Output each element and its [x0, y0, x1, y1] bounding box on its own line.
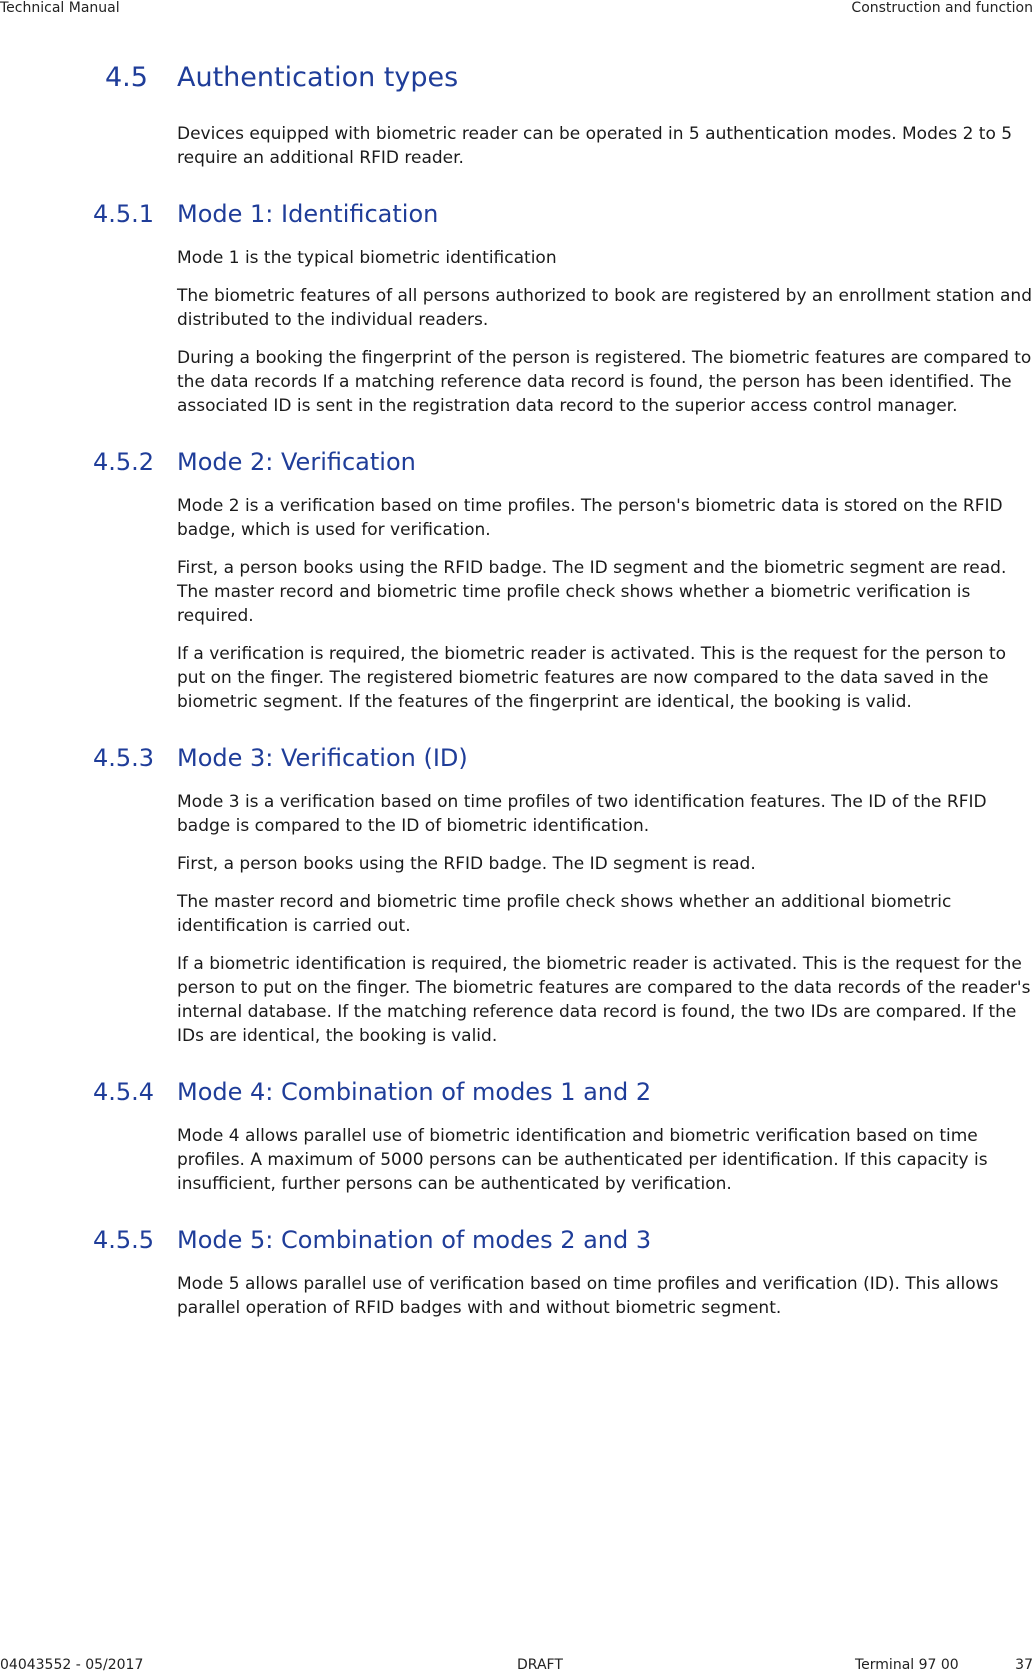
subsection-number: 4.5.2	[93, 448, 155, 476]
subsection-number: 4.5.5	[93, 1226, 155, 1254]
page-number: 37	[1015, 1657, 1033, 1673]
subsection-title: Mode 4: Combination of modes 1 and 2	[177, 1078, 652, 1106]
section-intro: Devices equipped with biometric reader can be operated in 5 authentication modes. Modes 2 to 5 require an additional RFID reader.	[177, 124, 1013, 168]
paragraph: If a biometric identification is required, the biometric reader is activated. This is the request for the person to put on the finger. The biometric features are compared to the data records of the reader's internal database. If the matching reference data record is found, the two IDs are compared. If the IDs are identical, the booking is valid.	[177, 954, 1031, 1046]
footer-document-number: 04043552 - 05/2017	[0, 1657, 144, 1673]
paragraph: First, a person books using the RFID badge. The ID segment is read.	[177, 854, 756, 874]
subsection-title: Mode 2: Verification	[177, 448, 416, 476]
header-document-type: Technical Manual	[0, 0, 120, 16]
subsection-number: 4.5.1	[93, 200, 155, 228]
section-heading	[0, 62, 1033, 102]
subsection-number: 4.5.4	[93, 1078, 155, 1106]
paragraph: Mode 4 allows parallel use of biometric identification and biometric verification based on time profiles. A maximum of 5000 persons can be authenticated per identification. If this capacity is insufficient, further persons can be authenticated by verification.	[177, 1126, 988, 1194]
page-content	[0, 62, 1033, 1334]
subsection-title: Mode 5: Combination of modes 2 and 3	[177, 1226, 652, 1254]
paragraph: Mode 3 is a verification based on time profiles of two identification features. The ID of the RFID badge is compared to the ID of biometric identification.	[177, 792, 987, 836]
subsection-mode-5	[0, 1226, 1033, 1320]
header-chapter-title: Construction and function	[851, 0, 1033, 16]
subsection-mode-1	[0, 200, 1033, 418]
footer-product: Terminal 97 00	[855, 1657, 959, 1673]
section-title: Authentication types	[177, 62, 459, 93]
subsection-heading	[0, 200, 1033, 234]
running-footer	[0, 1657, 1033, 1677]
subsection-mode-3	[0, 744, 1033, 1048]
paragraph: The biometric features of all persons authorized to book are registered by an enrollment station and distributed to the individual readers.	[177, 286, 1032, 330]
subsection-title: Mode 1: Identification	[177, 200, 439, 228]
subsection-heading	[0, 1078, 1033, 1112]
paragraph: Mode 5 allows parallel use of verification based on time profiles and verification (ID). This allows parallel operation of RFID badges with and without biometric segment.	[177, 1274, 999, 1318]
subsection-mode-2	[0, 448, 1033, 714]
subsection-number: 4.5.3	[93, 744, 155, 772]
paragraph: Mode 1 is the typical biometric identification	[177, 248, 557, 268]
running-header	[0, 0, 1033, 20]
paragraph: Mode 2 is a verification based on time profiles. The person's biometric data is stored on the RFID badge, which is used for verification.	[177, 496, 1003, 540]
subsection-heading	[0, 744, 1033, 778]
subsection-title: Mode 3: Verification (ID)	[177, 744, 468, 772]
footer-status: DRAFT	[517, 1657, 563, 1673]
paragraph: The master record and biometric time profile check shows whether an additional biometric identification is carried out.	[177, 892, 952, 936]
section-number: 4.5	[105, 62, 148, 93]
subsection-mode-4	[0, 1078, 1033, 1196]
section-authentication-types	[0, 62, 1033, 170]
paragraph: First, a person books using the RFID badge. The ID segment and the biometric segment are read. The master record and biometric time profile check shows whether a biometric verification is required.	[177, 558, 1007, 626]
paragraph: During a booking the fingerprint of the person is registered. The biometric features are compared to the data records If a matching reference data record is found, the person has been identified. The associated ID is sent in the registration data record to the superior access control manager.	[177, 348, 1032, 416]
subsection-heading	[0, 1226, 1033, 1260]
paragraph: If a verification is required, the biometric reader is activated. This is the request for the person to put on the finger. The registered biometric features are now compared to the data saved in the biometric segment. If the features of the fingerprint are identical, the booking is valid.	[177, 644, 1007, 712]
subsection-heading	[0, 448, 1033, 482]
